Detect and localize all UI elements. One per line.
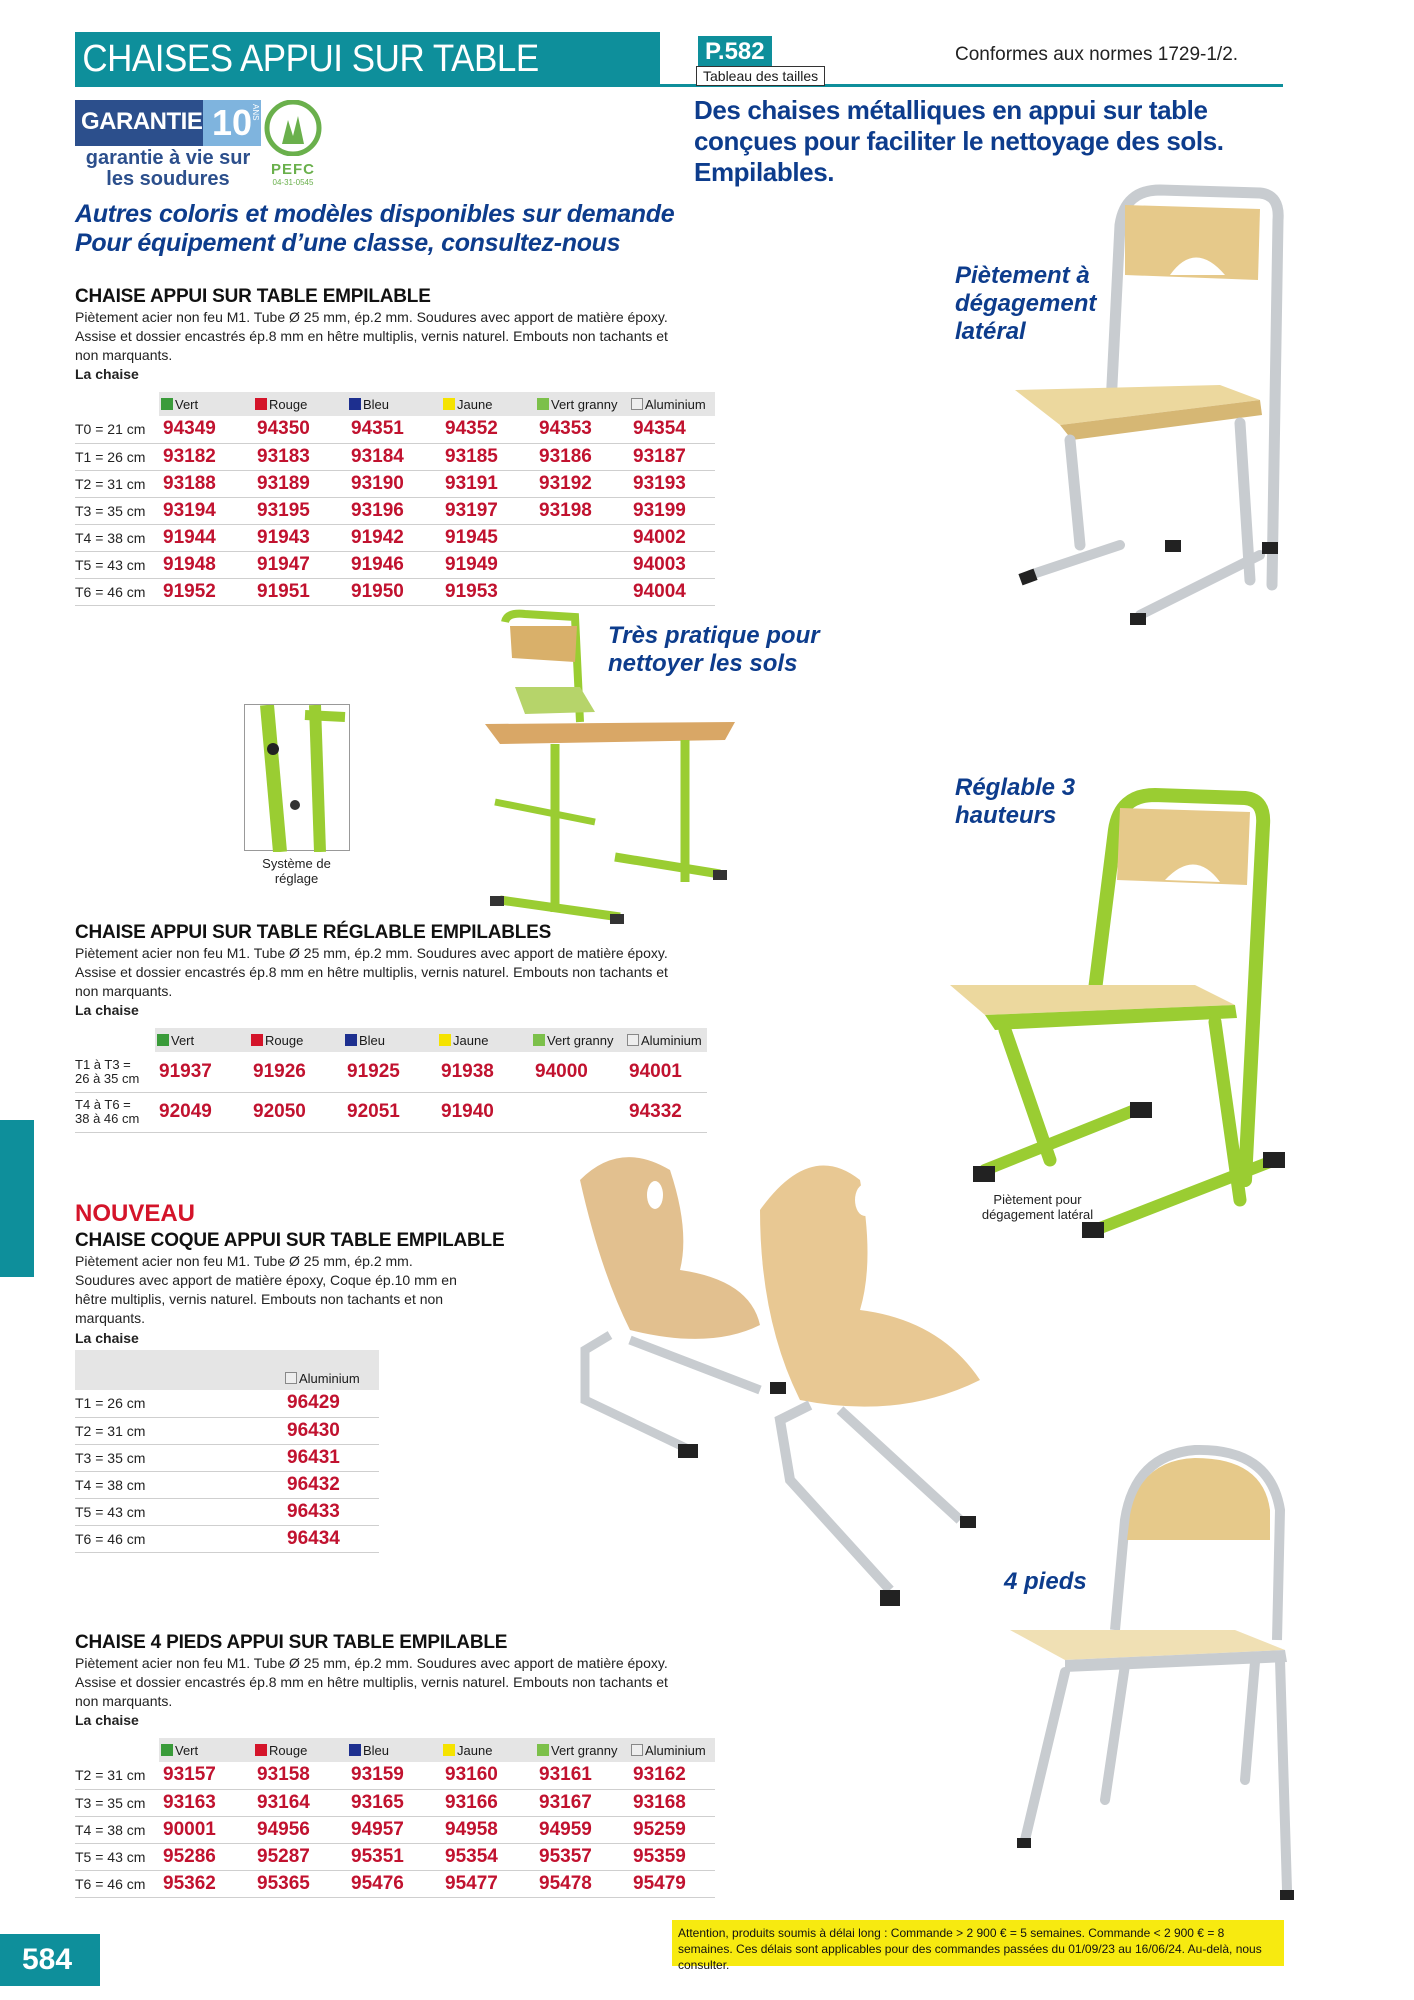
col-bleu <box>347 1738 441 1762</box>
ref-code: 95365 <box>253 1870 347 1897</box>
table-row <box>75 1816 715 1843</box>
ref-code: 96430 <box>283 1417 379 1444</box>
swatch-rouge <box>255 398 267 410</box>
col-rouge <box>249 1028 343 1052</box>
table-row <box>75 497 715 524</box>
table-header-row <box>75 392 715 416</box>
ref-code: 91926 <box>249 1052 343 1092</box>
table-header-row <box>75 1738 715 1762</box>
col-label: Aluminium <box>645 1742 706 1758</box>
ref-code: 91952 <box>159 578 253 605</box>
ref-code: 93193 <box>629 470 715 497</box>
ref-code: 93197 <box>441 497 535 524</box>
size-label: T4 = 38 cm <box>75 1471 283 1498</box>
col-aluminium <box>629 392 715 416</box>
ref-code <box>531 1092 625 1132</box>
ref-code: 93185 <box>441 443 535 470</box>
col-label: Rouge <box>265 1032 304 1048</box>
ref-code: 94000 <box>531 1052 625 1092</box>
table-row <box>75 1525 379 1552</box>
chair-4-pieds-image <box>1005 1440 1295 1900</box>
col-label: Vert granny <box>551 396 618 412</box>
ref-code <box>535 551 629 578</box>
col-jaune <box>441 392 535 416</box>
table-row <box>75 578 715 605</box>
ref-code: 95477 <box>441 1870 535 1897</box>
size-label: T6 = 46 cm <box>75 1870 159 1897</box>
ref-code: 91937 <box>155 1052 249 1092</box>
ref-code: 94354 <box>629 416 715 443</box>
ref-code: 93199 <box>629 497 715 524</box>
ref-code: 95479 <box>629 1870 715 1897</box>
col-label: Bleu <box>363 396 390 412</box>
table-header-empty <box>75 1028 155 1052</box>
ref-code: 95359 <box>629 1843 715 1870</box>
ref-code: 94349 <box>159 416 253 443</box>
pefc-logo <box>262 100 324 190</box>
ref-code: 96433 <box>283 1498 379 1525</box>
page-number: 584 <box>0 1934 100 1986</box>
swatch-bleu <box>349 398 361 410</box>
ref-code: 91942 <box>347 524 441 551</box>
table-row <box>75 1843 715 1870</box>
col-vert-granny <box>535 1738 629 1762</box>
col-label: Aluminium <box>645 396 706 412</box>
swatch-aluminium <box>627 1034 639 1046</box>
size-label: T3 = 35 cm <box>75 497 159 524</box>
table-row <box>75 1052 707 1092</box>
swatch-vert <box>161 398 173 410</box>
table-row <box>75 416 715 443</box>
swatch-aluminium <box>631 398 643 410</box>
size-label: T4 = 38 cm <box>75 524 159 551</box>
ref-code: 95362 <box>159 1870 253 1897</box>
size-label-line1: T4 à T6 = <box>75 1097 131 1112</box>
size-label: T1 = 26 cm <box>75 1390 283 1417</box>
ref-code: 91938 <box>437 1052 531 1092</box>
swatch-vert <box>161 1744 173 1756</box>
ref-code: 91950 <box>347 578 441 605</box>
ref-code: 92050 <box>249 1092 343 1132</box>
page-title: CHAISES APPUI SUR TABLE <box>82 38 539 80</box>
ref-code: 93187 <box>629 443 715 470</box>
delay-notice: Attention, produits soumis à délai long : Commande > 2 900 € = 5 semaines. Commande < 2 900 € = 8 semaines. Ces délais sont applicables pour des commandes passées du 01/09/23 au 16/06/24. Au-delà, nous consulter. <box>672 1920 1284 1966</box>
ref-code: 95354 <box>441 1843 535 1870</box>
size-label <box>75 1092 155 1132</box>
col-label: Aluminium <box>641 1032 702 1048</box>
ref-code: 93195 <box>253 497 347 524</box>
ref-code: 93157 <box>159 1762 253 1789</box>
ref-code: 94956 <box>253 1816 347 1843</box>
swatch-bleu <box>345 1034 357 1046</box>
product-1-description: Piètement acier non feu M1. Tube Ø 25 mm, ép.2 mm. Soudures avec apport de matière époxy. Assise et dossier encastrés ép.8 mm en hêtre multiplis, vernis naturel. Embouts non tachants et non marquants. <box>75 309 668 363</box>
size-label: T2 = 31 cm <box>75 1417 283 1444</box>
ref-code: 92051 <box>343 1092 437 1132</box>
ref-code: 94958 <box>441 1816 535 1843</box>
product-4-unit: La chaise <box>75 1712 139 1728</box>
size-label: T4 = 38 cm <box>75 1816 159 1843</box>
size-label-line1: T1 à T3 = <box>75 1056 131 1072</box>
reglage-inset-image <box>244 704 350 851</box>
page-title-bar <box>75 32 660 86</box>
ref-code: 93189 <box>253 470 347 497</box>
size-label: T6 = 46 cm <box>75 1525 283 1552</box>
page-reference-badge[interactable]: P.582 <box>698 36 772 68</box>
product-4-title: CHAISE 4 PIEDS APPUI SUR TABLE EMPILABLE <box>75 1632 508 1653</box>
col-rouge <box>253 392 347 416</box>
swatch-vert <box>157 1034 169 1046</box>
caption-systeme: Système de réglage <box>262 856 331 886</box>
ref-code: 94353 <box>535 416 629 443</box>
table-header-row <box>75 1028 707 1052</box>
size-label: T1 = 26 cm <box>75 443 159 470</box>
col-label: Vert <box>175 396 199 412</box>
shell-chairs-image <box>560 1150 1030 1620</box>
table-row <box>75 1444 379 1471</box>
ref-code: 93159 <box>347 1762 441 1789</box>
col-bleu <box>347 392 441 416</box>
ref-code: 93158 <box>253 1762 347 1789</box>
swatch-rouge <box>255 1744 267 1756</box>
ref-code: 91943 <box>253 524 347 551</box>
norms-text: Conformes aux normes 1729-1/2. <box>955 44 1239 65</box>
col-vert-granny <box>535 392 629 416</box>
callout-reglable: Réglable 3 hauteurs <box>955 774 1076 829</box>
ref-code: 93198 <box>535 497 629 524</box>
pefc-number: 04-31-0545 <box>272 178 314 187</box>
size-label: T2 = 31 cm <box>75 470 159 497</box>
table-row <box>75 524 715 551</box>
section-side-tab <box>0 1120 34 1277</box>
col-vert <box>159 392 253 416</box>
ref-code: 95476 <box>347 1870 441 1897</box>
ref-code: 95259 <box>629 1816 715 1843</box>
col-label: Jaune <box>457 396 493 412</box>
product-2-table <box>75 1028 707 1133</box>
col-aluminium <box>283 1350 379 1390</box>
col-label: Rouge <box>269 1742 308 1758</box>
ref-code: 94352 <box>441 416 535 443</box>
ref-code: 93182 <box>159 443 253 470</box>
ref-code: 93162 <box>629 1762 715 1789</box>
ref-code: 94959 <box>535 1816 629 1843</box>
ref-code: 94004 <box>629 578 715 605</box>
swatch-rouge <box>251 1034 263 1046</box>
ref-code <box>535 578 629 605</box>
product-2-description: Piètement acier non feu M1. Tube Ø 25 mm, ép.2 mm. Soudures avec apport de matière époxy. Assise et dossier encastrés ép.8 mm en hêtre multiplis, vernis naturel. Embouts non tachants et non marquants. <box>75 945 668 999</box>
table-row <box>75 1417 379 1444</box>
product-4-description: Piètement acier non feu M1. Tube Ø 25 mm, ép.2 mm. Soudures avec apport de matière époxy. Assise et dossier encastrés ép.8 mm en hêtre multiplis, vernis naturel. Embouts non tachants et non marquants. <box>75 1655 668 1709</box>
size-label: T5 = 43 cm <box>75 1498 283 1525</box>
callout-pratique: Très pratique pour nettoyer les sols <box>608 622 820 677</box>
ref-code: 91948 <box>159 551 253 578</box>
ref-code: 93190 <box>347 470 441 497</box>
ref-code: 94350 <box>253 416 347 443</box>
ref-code: 93191 <box>441 470 535 497</box>
size-label: T2 = 31 cm <box>75 1762 159 1789</box>
ref-code: 95286 <box>159 1843 253 1870</box>
swatch-jaune <box>439 1034 451 1046</box>
col-vert <box>155 1028 249 1052</box>
col-label: Bleu <box>359 1032 386 1048</box>
size-label: T5 = 43 cm <box>75 551 159 578</box>
col-aluminium <box>629 1738 715 1762</box>
garantie-years-suffix: ANS <box>251 104 260 121</box>
nouveau-badge: NOUVEAU <box>75 1200 196 1227</box>
ref-code: 93167 <box>535 1789 629 1816</box>
ref-code: 93186 <box>535 443 629 470</box>
ref-code: 93196 <box>347 497 441 524</box>
product-4-table <box>75 1738 715 1898</box>
product-1-title: CHAISE APPUI SUR TABLE EMPILABLE <box>75 286 431 307</box>
swatch-vert-granny <box>537 398 549 410</box>
ref-code: 94332 <box>625 1092 707 1132</box>
ref-code: 95478 <box>535 1870 629 1897</box>
swatch-jaune <box>443 398 455 410</box>
size-label: T5 = 43 cm <box>75 1843 159 1870</box>
ref-code: 93168 <box>629 1789 715 1816</box>
ref-code: 93188 <box>159 470 253 497</box>
table-row <box>75 1870 715 1897</box>
col-vert-granny <box>531 1028 625 1052</box>
ref-code: 96434 <box>283 1525 379 1552</box>
ref-code: 95351 <box>347 1843 441 1870</box>
ref-code: 94351 <box>347 416 441 443</box>
ref-code: 91925 <box>343 1052 437 1092</box>
ref-code: 94003 <box>629 551 715 578</box>
ref-code: 95287 <box>253 1843 347 1870</box>
swatch-vert-granny <box>533 1034 545 1046</box>
ref-code: 93163 <box>159 1789 253 1816</box>
ref-code: 95357 <box>535 1843 629 1870</box>
ref-code: 93164 <box>253 1789 347 1816</box>
table-header-empty <box>75 392 159 416</box>
size-label: T3 = 35 cm <box>75 1444 283 1471</box>
reglage-detail-icon <box>245 705 351 852</box>
table-header-empty <box>75 1738 159 1762</box>
ref-code: 91949 <box>441 551 535 578</box>
chair-lateral-image <box>1010 185 1290 645</box>
product-3-title: CHAISE COQUE APPUI SUR TABLE EMPILABLE <box>75 1230 505 1251</box>
col-label: Vert <box>171 1032 195 1048</box>
col-vert <box>159 1738 253 1762</box>
table-row <box>75 443 715 470</box>
size-label: T0 = 21 cm <box>75 416 159 443</box>
header-rule <box>75 84 1283 87</box>
swatch-bleu <box>349 1744 361 1756</box>
ref-code: 93192 <box>535 470 629 497</box>
ref-code: 93183 <box>253 443 347 470</box>
garantie-badge <box>75 100 261 146</box>
swatch-aluminium <box>285 1372 297 1384</box>
size-table-link[interactable]: Tableau des tailles <box>696 66 825 86</box>
size-label-line2: 38 à 46 cm <box>75 1111 140 1126</box>
chair-on-table-image <box>485 612 735 932</box>
callout-lateral: Piètement à dégagement latéral <box>955 262 1097 345</box>
ref-code: 93184 <box>347 443 441 470</box>
col-label: Rouge <box>269 396 308 412</box>
product-3-description: Piètement acier non feu M1. Tube Ø 25 mm, ép.2 mm. Soudures avec apport de matière époxy, Coque ép.10 mm en hêtre multiplis, vernis naturel. Embouts non tachants et non marquants. <box>75 1253 457 1326</box>
pefc-tree-icon <box>262 100 324 156</box>
table-header-empty <box>75 1350 283 1390</box>
ref-code: 94957 <box>347 1816 441 1843</box>
ref-code: 91940 <box>437 1092 531 1132</box>
col-label: Vert granny <box>551 1742 618 1758</box>
size-label <box>75 1052 155 1092</box>
table-row <box>75 1762 715 1789</box>
intro-text: Des chaises métalliques en appui sur table conçues pour faciliter le nettoyage des sols. Empilables. <box>694 95 1224 187</box>
swatch-vert-granny <box>537 1744 549 1756</box>
col-label: Vert <box>175 1742 199 1758</box>
col-label: Jaune <box>457 1742 493 1758</box>
table-row <box>75 1092 707 1132</box>
swatch-jaune <box>443 1744 455 1756</box>
garantie-label: GARANTIE <box>81 108 203 135</box>
size-label-line2: 26 à 35 cm <box>75 1070 140 1086</box>
ref-code: 91953 <box>441 578 535 605</box>
table-header-row <box>75 1350 379 1390</box>
col-aluminium <box>625 1028 707 1052</box>
ref-code: 96432 <box>283 1471 379 1498</box>
ref-code: 93166 <box>441 1789 535 1816</box>
product-3-table <box>75 1350 379 1553</box>
ref-code: 94002 <box>629 524 715 551</box>
ref-code: 93161 <box>535 1762 629 1789</box>
ref-code: 90001 <box>159 1816 253 1843</box>
size-label: T3 = 35 cm <box>75 1789 159 1816</box>
col-rouge <box>253 1738 347 1762</box>
ref-code: 91951 <box>253 578 347 605</box>
table-row <box>75 1498 379 1525</box>
ref-code: 93194 <box>159 497 253 524</box>
ref-code: 91947 <box>253 551 347 578</box>
col-label: Vert granny <box>547 1032 614 1048</box>
col-jaune <box>437 1028 531 1052</box>
product-2-unit: La chaise <box>75 1002 139 1018</box>
table-row <box>75 470 715 497</box>
product-1-unit: La chaise <box>75 366 139 382</box>
product-3-unit: La chaise <box>75 1330 139 1346</box>
table-row <box>75 1471 379 1498</box>
ref-code: 96431 <box>283 1444 379 1471</box>
table-row <box>75 551 715 578</box>
swatch-aluminium <box>631 1744 643 1756</box>
product-1-table <box>75 392 715 606</box>
callout-4-pieds: 4 pieds <box>1004 1568 1087 1595</box>
ref-code: 96429 <box>283 1390 379 1417</box>
pefc-label: PEFC <box>270 161 315 178</box>
ref-code <box>535 524 629 551</box>
ref-code: 93165 <box>347 1789 441 1816</box>
ref-code: 91946 <box>347 551 441 578</box>
garantie-subtitle: garantie à vie sur les soudures <box>85 147 251 190</box>
ref-code: 91944 <box>159 524 253 551</box>
col-jaune <box>441 1738 535 1762</box>
table-row <box>75 1390 379 1417</box>
ref-code: 93160 <box>441 1762 535 1789</box>
garantie-years: 10 <box>203 100 261 146</box>
col-label: Aluminium <box>299 1371 360 1386</box>
col-label: Bleu <box>363 1742 390 1758</box>
product-2-title: CHAISE APPUI SUR TABLE RÉGLABLE EMPILABLES <box>75 922 552 943</box>
ref-code: 92049 <box>155 1092 249 1132</box>
table-row <box>75 1789 715 1816</box>
col-bleu <box>343 1028 437 1052</box>
col-label: Jaune <box>453 1032 489 1048</box>
autres-coloris-note: Autres coloris et modèles disponibles sur demande Pour équipement d’une classe, consultez-nous <box>75 200 675 257</box>
size-label: T6 = 46 cm <box>75 578 159 605</box>
caption-pietement: Piètement pour dégagement latéral <box>981 1192 1094 1222</box>
ref-code: 94001 <box>625 1052 707 1092</box>
ref-code: 91945 <box>441 524 535 551</box>
